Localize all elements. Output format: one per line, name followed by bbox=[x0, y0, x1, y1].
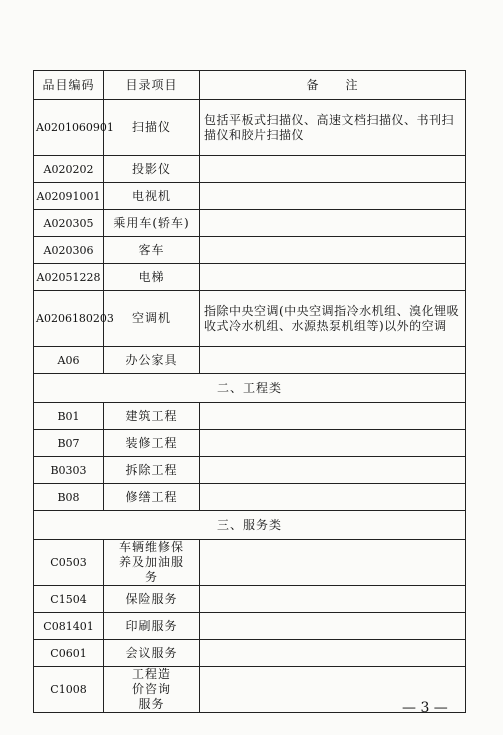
item-note bbox=[200, 183, 466, 210]
item-name: 建筑工程 bbox=[104, 403, 200, 430]
header-note: 备 注 bbox=[200, 71, 466, 100]
item-code: A02051228 bbox=[34, 264, 104, 291]
item-note bbox=[200, 237, 466, 264]
table-header-row bbox=[34, 71, 466, 100]
item-name: 扫描仪 bbox=[104, 100, 200, 156]
item-note bbox=[200, 264, 466, 291]
item-code: B08 bbox=[34, 484, 104, 511]
table-row bbox=[34, 264, 466, 291]
item-code: C1008 bbox=[34, 667, 104, 713]
item-code: A020202 bbox=[34, 156, 104, 183]
table-row bbox=[34, 210, 466, 237]
table-row bbox=[34, 156, 466, 183]
item-name: 车辆维修保养及加油服务 bbox=[104, 540, 200, 586]
item-note bbox=[200, 484, 466, 511]
item-note bbox=[200, 540, 466, 586]
item-code: C081401 bbox=[34, 613, 104, 640]
item-name: 投影仪 bbox=[104, 156, 200, 183]
section-heading-engineering: 二、工程类 bbox=[34, 374, 466, 403]
item-code: B01 bbox=[34, 403, 104, 430]
item-name: 客车 bbox=[104, 237, 200, 264]
item-name: 乘用车(轿车) bbox=[104, 210, 200, 237]
table-row bbox=[34, 347, 466, 374]
header-item: 目录项目 bbox=[104, 71, 200, 100]
item-note bbox=[200, 457, 466, 484]
page-number: — 3 — bbox=[402, 700, 448, 716]
item-code: C1504 bbox=[34, 586, 104, 613]
table-row bbox=[34, 183, 466, 210]
item-code: A02091001 bbox=[34, 183, 104, 210]
table-row bbox=[34, 586, 466, 613]
table-row bbox=[34, 540, 466, 586]
item-note bbox=[200, 586, 466, 613]
item-note bbox=[200, 347, 466, 374]
item-name: 工程造价咨询服务 bbox=[104, 667, 200, 713]
item-note bbox=[200, 613, 466, 640]
item-note bbox=[200, 403, 466, 430]
table-row bbox=[34, 291, 466, 347]
section-row bbox=[34, 374, 466, 403]
item-note bbox=[200, 640, 466, 667]
item-name: 修缮工程 bbox=[104, 484, 200, 511]
item-code: B07 bbox=[34, 430, 104, 457]
item-name: 电梯 bbox=[104, 264, 200, 291]
table-row bbox=[34, 403, 466, 430]
section-heading-services: 三、服务类 bbox=[34, 511, 466, 540]
procurement-catalog-table bbox=[33, 70, 466, 713]
item-name: 印刷服务 bbox=[104, 613, 200, 640]
item-name: 拆除工程 bbox=[104, 457, 200, 484]
item-code: A0201060901 bbox=[34, 100, 104, 156]
table-row bbox=[34, 237, 466, 264]
section-row bbox=[34, 511, 466, 540]
table-row bbox=[34, 667, 466, 713]
table-row bbox=[34, 430, 466, 457]
item-note bbox=[200, 210, 466, 237]
item-name: 会议服务 bbox=[104, 640, 200, 667]
item-note bbox=[200, 156, 466, 183]
item-code: A06 bbox=[34, 347, 104, 374]
item-note bbox=[200, 430, 466, 457]
table-row bbox=[34, 640, 466, 667]
item-code: C0503 bbox=[34, 540, 104, 586]
header-code: 品目编码 bbox=[34, 71, 104, 100]
item-code: B0303 bbox=[34, 457, 104, 484]
item-code: C0601 bbox=[34, 640, 104, 667]
table-row bbox=[34, 484, 466, 511]
item-note: 包括平板式扫描仪、高速文档扫描仪、书刊扫描仪和胶片扫描仪 bbox=[200, 100, 466, 156]
item-name: 保险服务 bbox=[104, 586, 200, 613]
table-row bbox=[34, 613, 466, 640]
item-name: 办公家具 bbox=[104, 347, 200, 374]
item-name: 空调机 bbox=[104, 291, 200, 347]
item-code: A0206180203 bbox=[34, 291, 104, 347]
table-row bbox=[34, 457, 466, 484]
item-code: A020305 bbox=[34, 210, 104, 237]
item-name: 装修工程 bbox=[104, 430, 200, 457]
item-name: 电视机 bbox=[104, 183, 200, 210]
item-code: A020306 bbox=[34, 237, 104, 264]
table-row bbox=[34, 100, 466, 156]
item-note: 指除中央空调(中央空调指冷水机组、溴化锂吸收式冷水机组、水源热泵机组等)以外的空调 bbox=[200, 291, 466, 347]
